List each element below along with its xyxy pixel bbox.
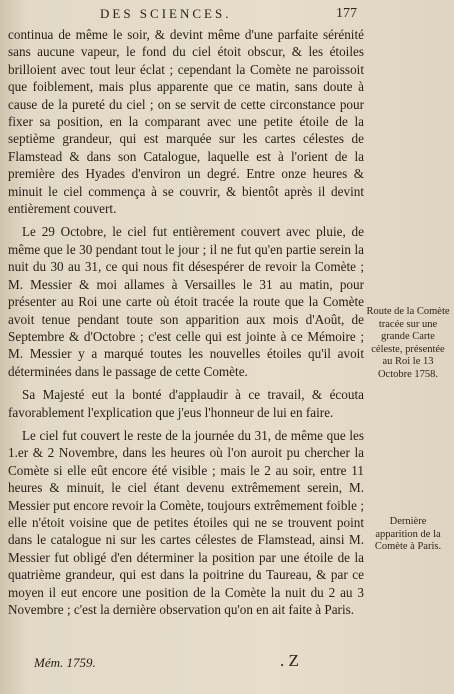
body-text [8, 26, 364, 624]
signature-right: . Z [280, 651, 299, 670]
running-head: DES SCIENCES. [100, 6, 232, 21]
paragraph-1: continua de même le soir, & devint même d'une parfaite sérénité sans aucune vapeur, le fond du ciel étoit obscur, & les étoiles brilloient avec tout leur éclat ; cependant la Comète ne paroissoit que foiblement, mais plus apparente que ce matin, sans doute à cause de la pureté du ciel ; on se servit de cette circonstance pour fixer sa position, en la comparant avec une petite étoile de la septième grandeur, qui est marquée sur les cartes célestes de Flamstead & dans son Catalogue, laquelle est à l'orient de la première des Hyades d'environ un degré. Entre onze heures & minuit le ciel commença à se couvrir, & bientôt après il devint entièrement couvert. [8, 27, 364, 217]
paragraph-3: Sa Majesté eut la bonté d'applaudir à ce travail, & écouta favorablement l'explication que j'eus l'honneur de lui en faire. [8, 387, 364, 420]
margin-note-last-apparition: Dernière apparition de la Comète à Paris. [374, 516, 442, 552]
paragraph-2: Le 29 Octobre, le ciel fut entièrement couvert avec pluie, de même que le 30 pendant tout le jour ; il ne fut qu'en partie serein la nuit du 30 au 31, ce qui nous fit désespérer de revoir la Comète ; M. Messier & moi allames à Versailles le 31 au matin, pour présenter au Roi une carte où étoit tracée la route que la Comète avoit tenue pendant toute son apparition aux mois d'Août, de Septembre & d'Octobre ; c'est celle qui est jointe à ce Mémoire ; M. Messier y a marqué toutes les nouvelles étoiles qu'il avoit déterminées dans le passage de cette Comète. [8, 224, 364, 379]
paragraph-4: Le ciel fut couvert le reste de la journée du 31, de même que les 1.er & 2 Novembre, dans les heures où l'on auroit pu chercher la Comète si elle eût encore été visible ; mais le 2 au soir, entre 11 heures & minuit, le ciel étant devenu extrêmement serein, M. Messier put encore revoir la Comète, toujours extrêmement foible ; elle n'étoit voisine que de petites étoiles qui ne se trouvent point dans le catalogue ni sur les cartes célestes de Flamstead, ainsi M. Messier fut obligé d'en déterminer la position par une étoile de la quatrième grandeur, qui est dans la poitrine du Taureau, & par ce moyen il eut encore une position de la Comète la nuit du 2 au 3 Novembre ; c'est la dernière observation qu'on en ait faite à Paris. [8, 427, 364, 617]
page-header [0, 6, 454, 24]
margin-note-route: Route de la Comète tracée sur une grande Carte céleste, présentée au Roi le 13 Octobre 1758. [366, 306, 450, 380]
signature-left: Mém. 1759. [34, 655, 96, 670]
page-footer [0, 651, 454, 677]
page-number: 177 [336, 6, 357, 21]
